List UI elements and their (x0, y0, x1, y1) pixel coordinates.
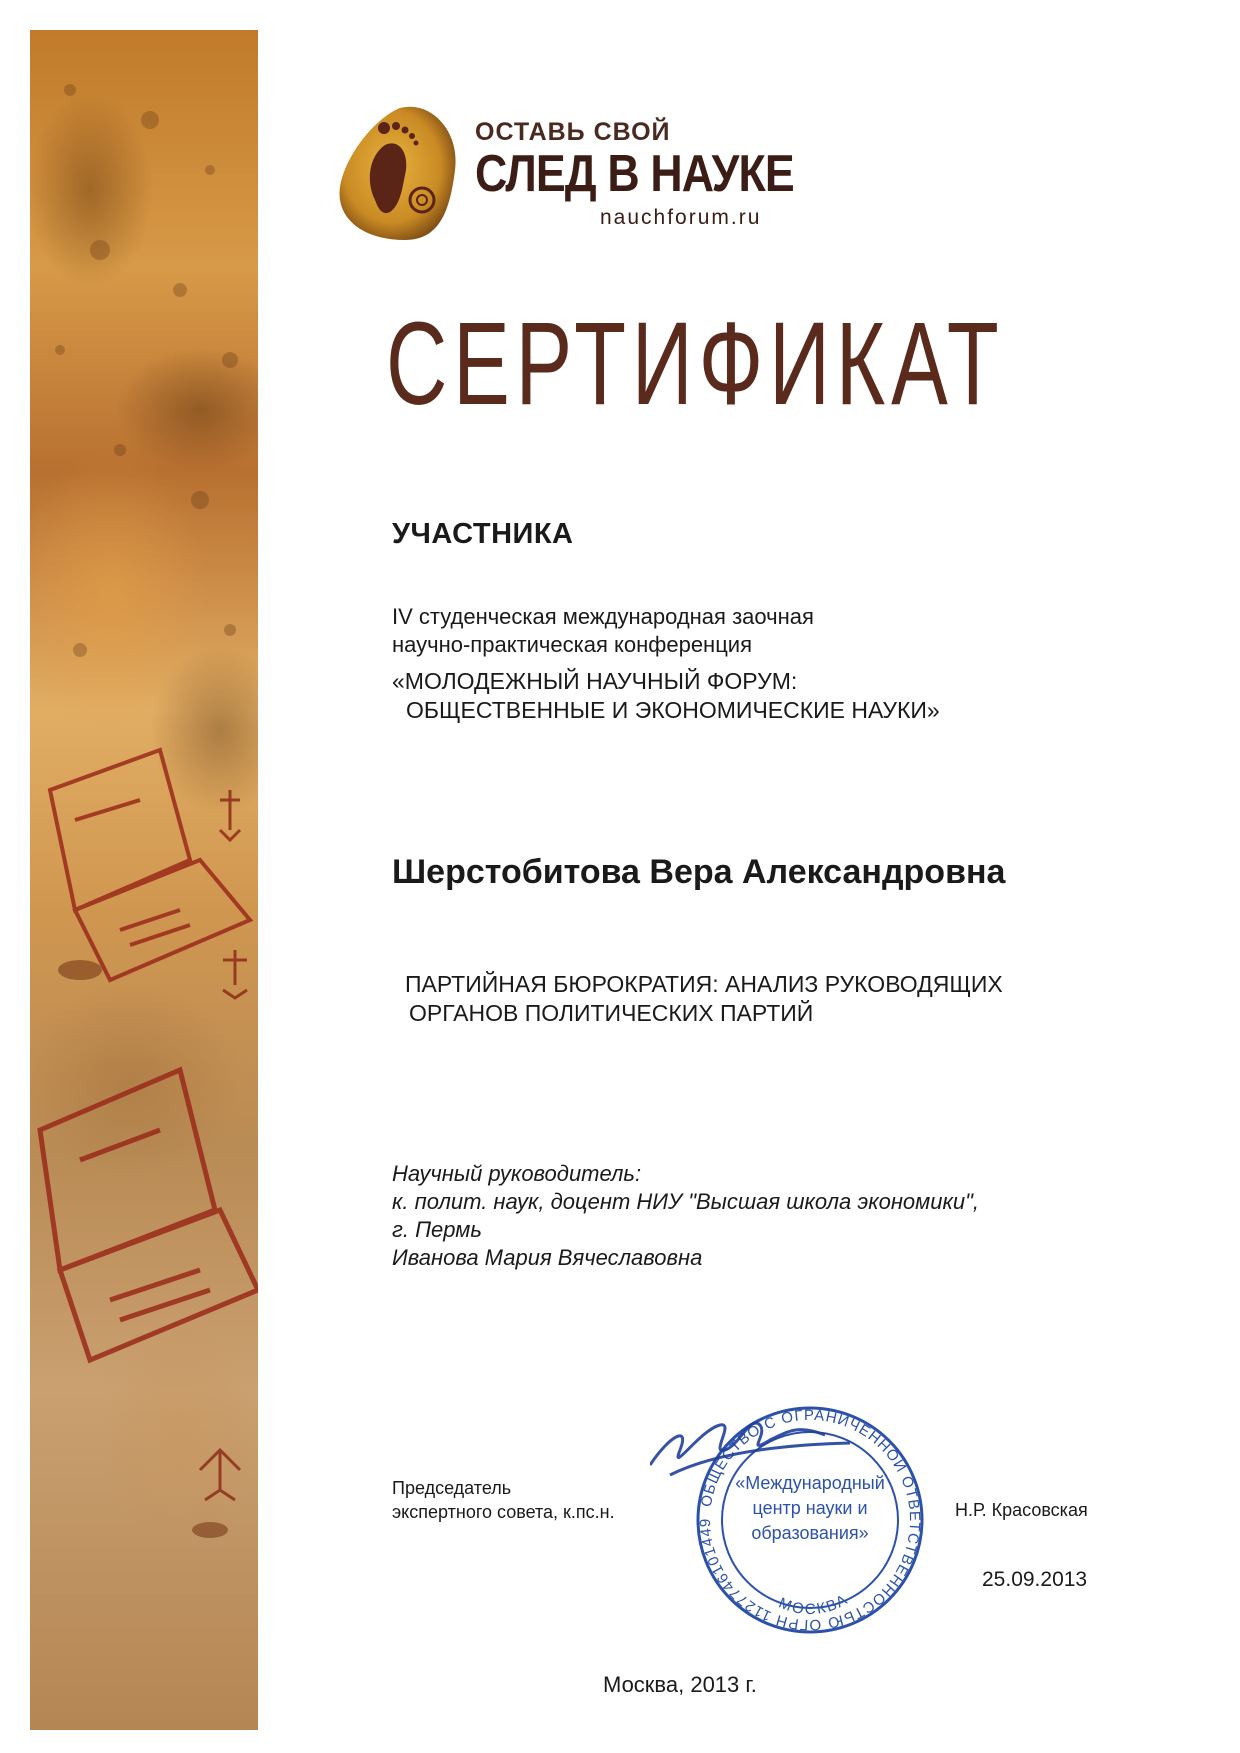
advisor-line-4: Иванова Мария Вячеславовна (392, 1245, 703, 1270)
seal-outer-text: ОБЩЕСТВО С ОГРАНИЧЕННОЙ ОТВЕТСТВЕННОСТЬЮ ОГРН 1127746101449 (696, 1406, 924, 1634)
logo-line-2: СЛЕД В НАУКЕ (475, 145, 794, 203)
topic-line-1: ПАРТИЙНАЯ БЮРОКРАТИЯ: АНАЛИЗ РУКОВОДЯЩИХ (405, 971, 1003, 997)
conference-title-line-1: «МОЛОДЕЖНЫЙ НАУЧНЫЙ ФОРУМ: (392, 668, 798, 694)
advisor-line-1: Научный руководитель: (392, 1161, 642, 1186)
logo-line-1: ОСТАВЬ СВОЙ (475, 118, 671, 146)
decorative-rock-art-strip (30, 30, 258, 1730)
rock-art-drawings (30, 30, 258, 1730)
certificate-subtitle: УЧАСТНИКА (392, 518, 574, 550)
scientific-advisor (392, 1160, 979, 1272)
footer-city-year: Москва, 2013 г. (603, 1672, 757, 1697)
chair-title (392, 1476, 615, 1524)
chair-line-2: экспертного совета, к.пс.н. (392, 1502, 615, 1522)
chair-name: Н.Р. Красовская (955, 1500, 1088, 1520)
conference-line-1: IV студенческая международная заочная (392, 604, 814, 629)
seal-center-line-1: «Международный (735, 1473, 885, 1493)
conference-line-2: научно-практическая конференция (392, 632, 753, 657)
official-seal (650, 1395, 940, 1645)
participant-name: Шерстобитова Вера Александровна (392, 853, 1006, 891)
certificate-title: СЕРТИФИКАТ (386, 298, 1005, 430)
topic-line-2: ОРГАНОВ ПОЛИТИЧЕСКИХ ПАРТИЙ (409, 1000, 814, 1026)
conference-title (392, 667, 940, 725)
seal-bottom-text: МОСКВА (776, 1590, 852, 1619)
conference-title-line-2: ОБЩЕСТВЕННЫЕ И ЭКОНОМИЧЕСКИЕ НАУКИ» (406, 697, 940, 723)
seal-center-text (730, 1471, 890, 1546)
seal-center-line-2: центр науки и (752, 1498, 868, 1518)
chair-line-1: Председатель (392, 1478, 512, 1498)
issue-date: 25.09.2013 (982, 1568, 1088, 1591)
logo (330, 100, 800, 250)
conference-description (392, 603, 814, 659)
advisor-line-3: г. Пермь (392, 1217, 482, 1242)
seal-center-line-3: образования» (751, 1523, 869, 1543)
advisor-line-2: к. полит. наук, доцент НИУ "Высшая школа экономики", (392, 1189, 980, 1214)
paper-topic (405, 970, 1003, 1028)
footprint-stone-icon (330, 100, 470, 250)
logo-website: nauchforum.ru (600, 206, 762, 229)
